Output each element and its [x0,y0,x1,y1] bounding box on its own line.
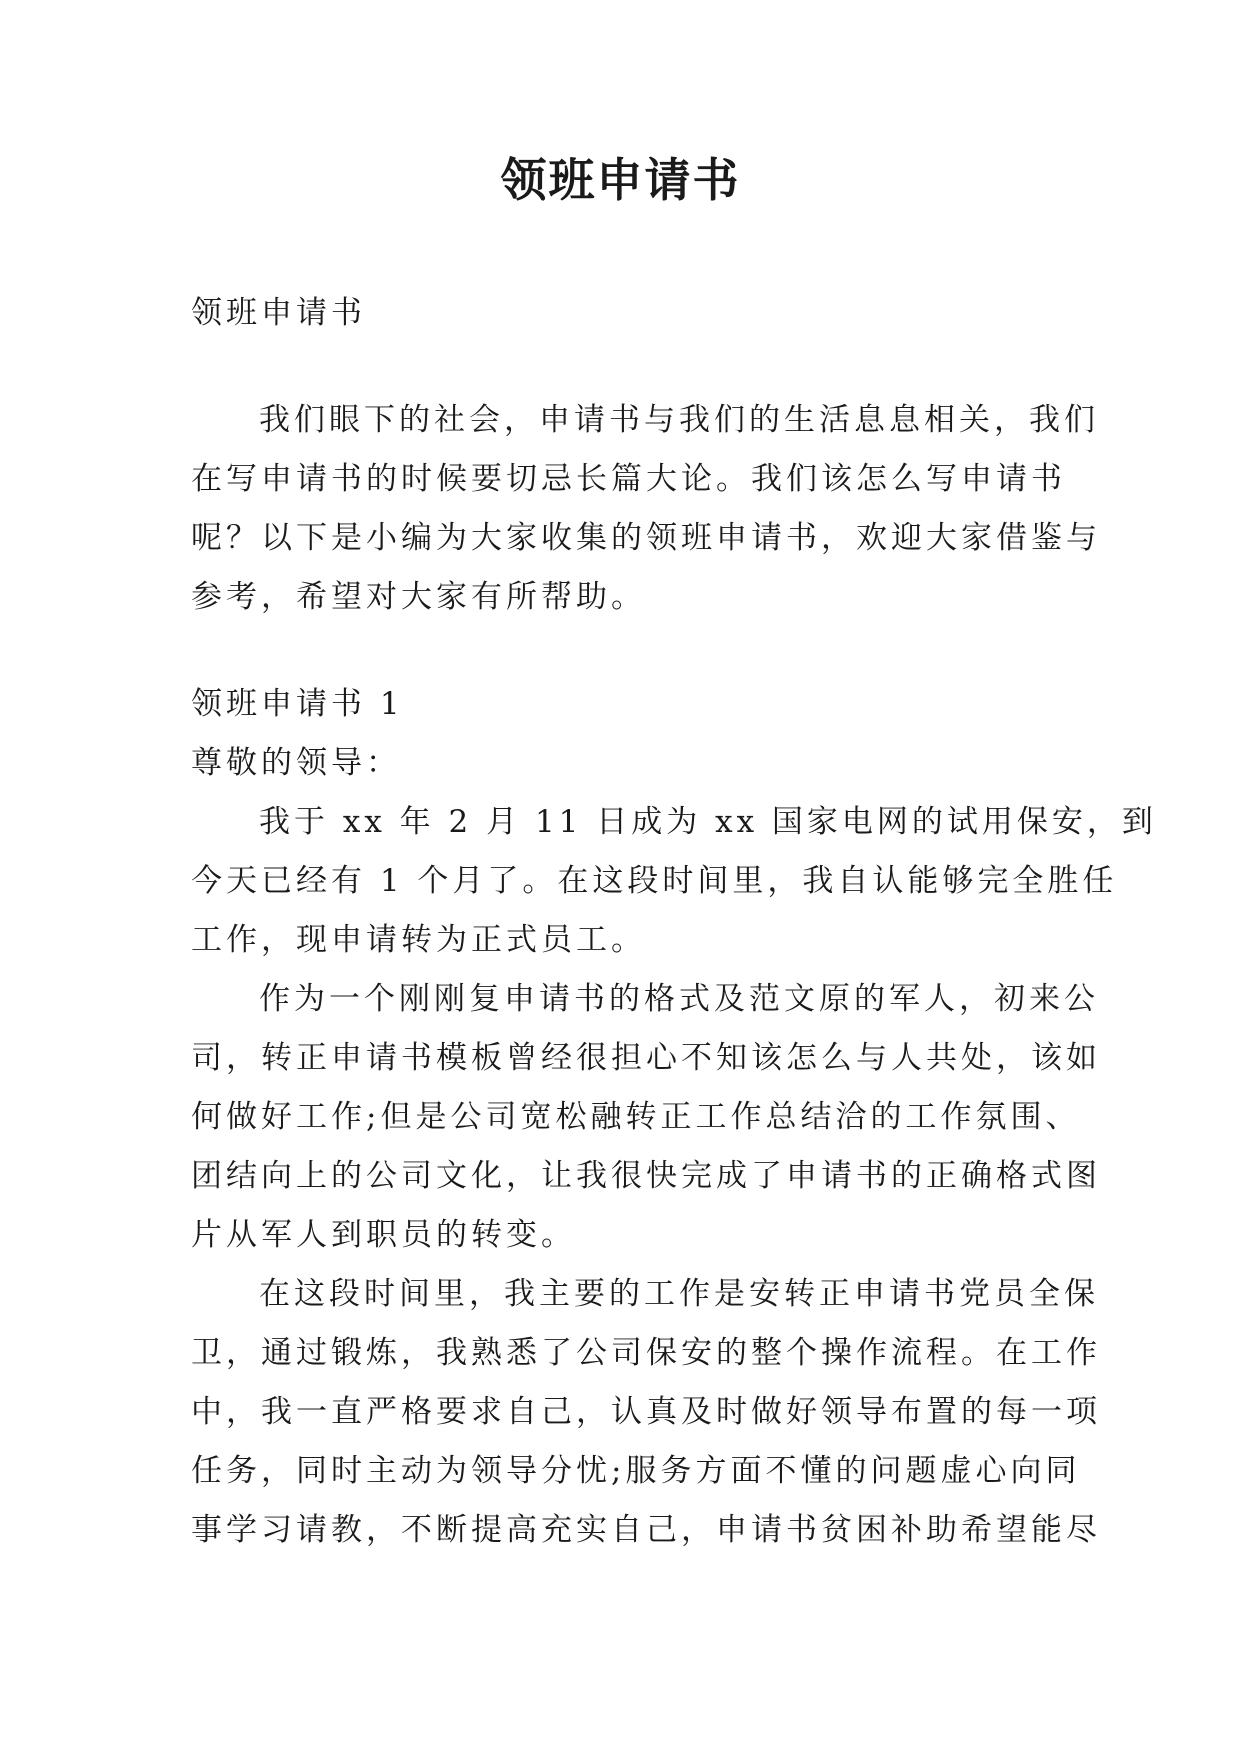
intro-line: 呢？以下是小编为大家收集的领班申请书，欢迎大家借鉴与 [191,520,1101,556]
intro-line: 我们眼下的社会，申请书与我们的生活息息相关，我们 [259,402,1099,438]
paragraph-line: 团结向上的公司文化，让我很快完成了申请书的正确格式图 [191,1158,1101,1194]
intro-line: 参考，希望对大家有所帮助。 [191,579,646,615]
paragraph-3 [191,1265,1101,1560]
subtitle: 领班申请书 [191,295,366,331]
paragraph-line: 何做好工作;但是公司宽松融转正工作总结洽的工作氛围、 [191,1099,1081,1135]
paragraph-line: 任务，同时主动为领导分忧;服务方面不懂的问题虚心向同 [191,1453,1081,1489]
paragraph-line: 卫，通过锻炼，我熟悉了公司保安的整个操作流程。在工作 [191,1335,1101,1371]
paragraph-2 [191,970,1101,1265]
paragraph-line: 工作，现申请转为正式员工。 [191,922,646,958]
intro-paragraph [191,391,1101,627]
paragraph-line: 片从军人到职员的转变。 [191,1217,576,1253]
paragraph-line: 中，我一直严格要求自己，认真及时做好领导布置的每一项 [191,1394,1101,1430]
paragraph-line: 作为一个刚刚复申请书的格式及范文原的军人，初来公 [259,981,1099,1017]
paragraph-line: 今天已经有 1 个月了。在这段时间里，我自认能够完全胜任 [191,863,1118,899]
document-title: 领班申请书 [500,153,741,207]
paragraph-line: 我于 xx 年 2 月 11 日成为 xx 国家电网的试用保安，到 [259,804,1157,840]
paragraph-line: 事学习请教，不断提高充实自己，申请书贫困补助希望能尽 [191,1512,1101,1548]
paragraph-1 [191,793,1157,970]
document-body [191,284,1157,1560]
section-heading: 领班申请书 1 [191,686,404,722]
salutation: 尊敬的领导： [191,745,401,781]
intro-line: 在写申请书的时候要切忌长篇大论。我们该怎么写申请书 [191,461,1066,497]
paragraph-line: 在这段时间里，我主要的工作是安转正申请书党员全保 [259,1276,1099,1312]
paragraph-line: 司，转正申请书模板曾经很担心不知该怎么与人共处，该如 [191,1040,1101,1076]
